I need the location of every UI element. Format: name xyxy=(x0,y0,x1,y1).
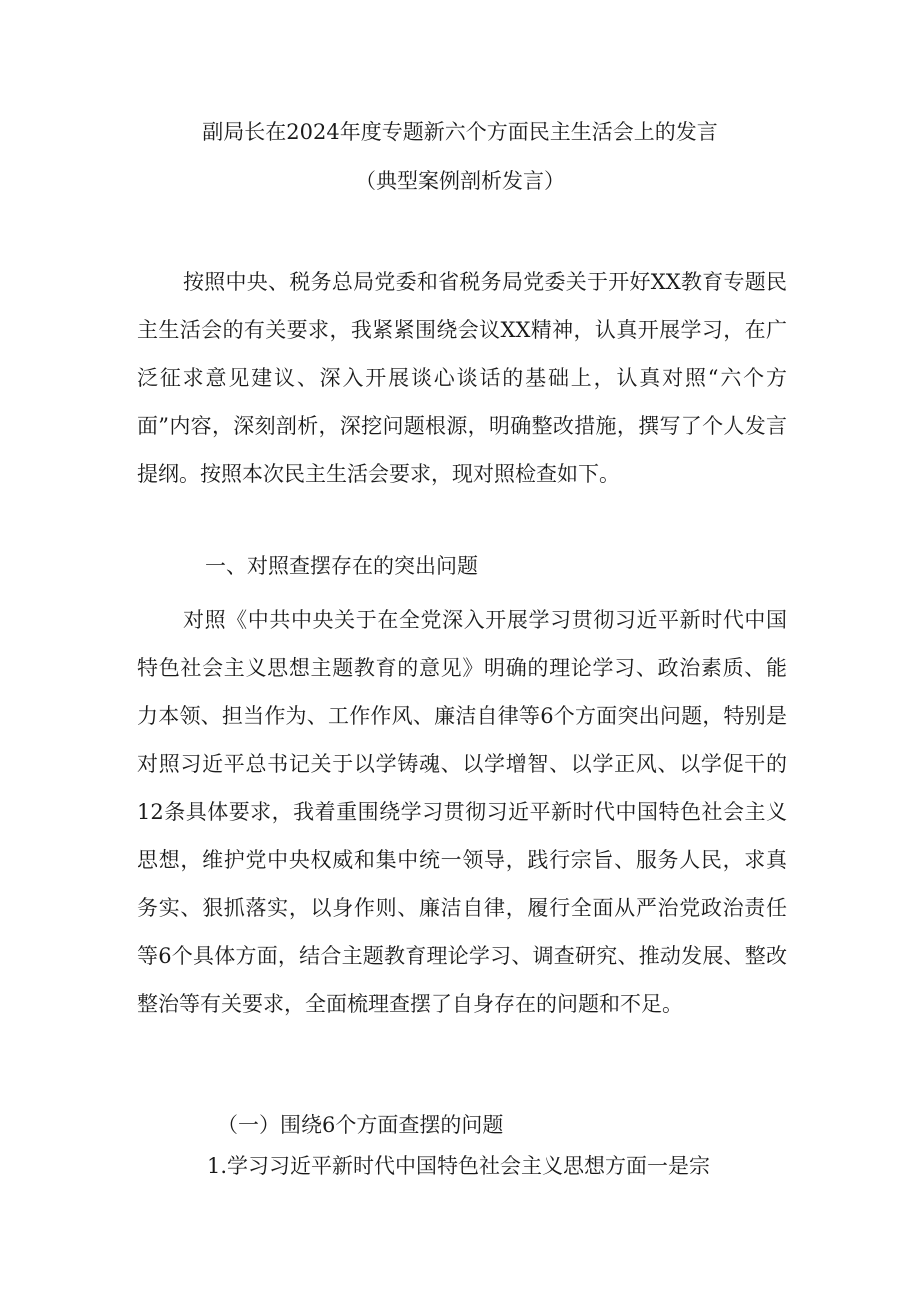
section-heading-1: 一、对照查摆存在的突出问题 xyxy=(205,554,478,578)
subsection-heading-1: （一）围绕6个方面查摆的问题 xyxy=(217,1113,504,1137)
document-subtitle: （典型案例剖析发言） xyxy=(355,169,565,193)
paragraph-problems: 对照《中共中央关于在全党深入开展学习贯彻习近平新时代中国特色社会主义思想主题教育的意见》明确的理论学习、政治素质、能力本领、担当作为、工作作风、廉洁自律等6个方面突出问题，特别是对照习近平总书记关于以学铸魂、以学增智、以学正风、以学促干的12条具体要求，我着重围绕学习贯彻习近平新时代中国特色社会主义思想，维护党中央权威和集中统一领导，践行宗旨、服务人民，求真务实、狠抓落实，以身作则、廉洁自律，履行全面从严治党政治责任等6个具体方面，结合主题教育理论学习、调查研究、推动发展、整改整治等有关要求，全面梳理查摆了自身存在的问题和不足。 xyxy=(137,608,787,1016)
document-title: 副局长在2024年度专题新六个方面民主生活会上的发言 xyxy=(202,120,718,144)
item-heading-1: 1.学习习近平新时代中国特色社会主义思想方面一是宗 xyxy=(207,1154,711,1178)
paragraph-intro: 按照中央、税务总局党委和省税务局党委关于开好XX教育专题民主生活会的有关要求，我紧紧围绕会议XX精神，认真开展学习，在广泛征求意见建议、深入开展谈心谈话的基础上，认真对照“六个方面”内容，深刻剖析，深挖问题根源，明确整改措施，撰写了个人发言提纲。按照本次民主生活会要求，现对照检查如下。 xyxy=(137,270,787,486)
